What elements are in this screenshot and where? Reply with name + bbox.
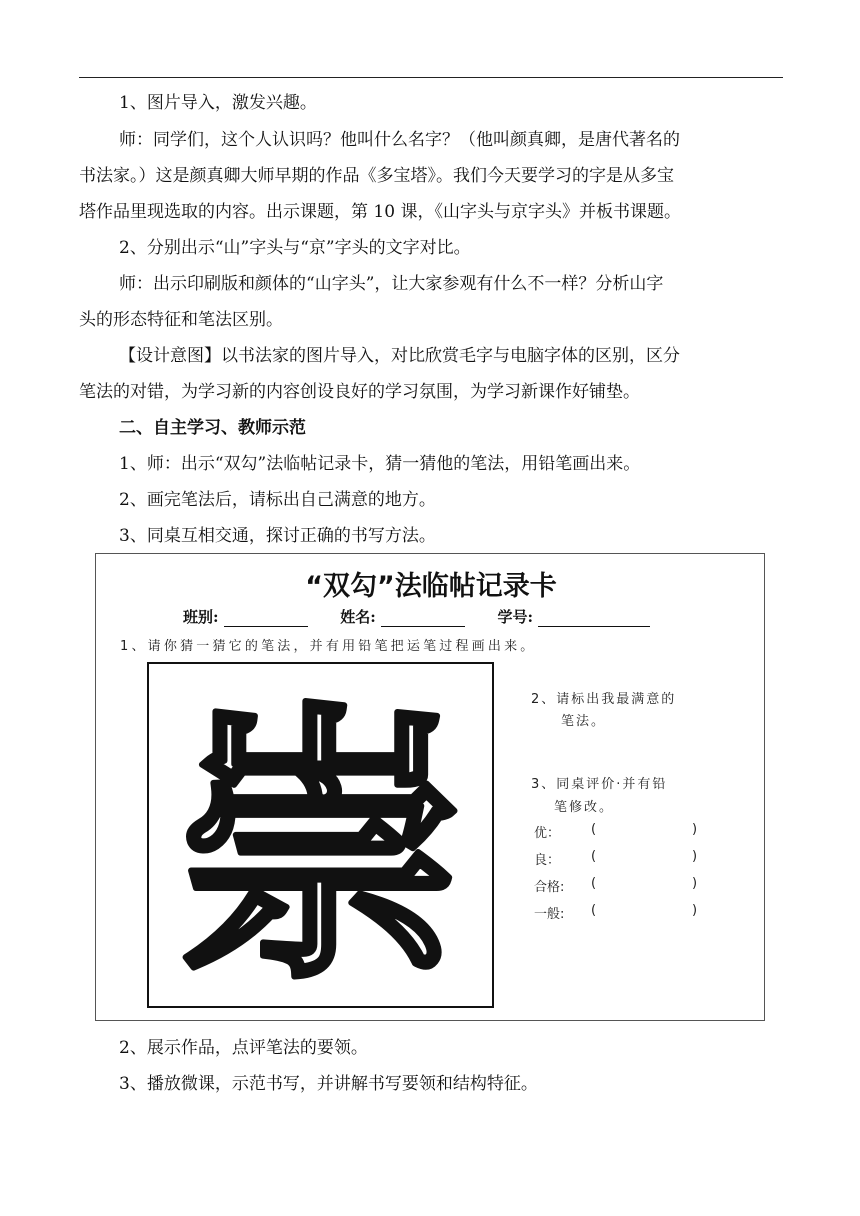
name-label: 姓名: xyxy=(340,608,376,626)
section-heading: 二、自主学习、教师示范 xyxy=(119,418,306,438)
id-field[interactable] xyxy=(538,612,650,627)
paragraph-2b: 书法家。）这是颜真卿大师早期的作品《多宝塔》。我们今天要学习的字是从多宝 xyxy=(79,166,674,186)
record-card xyxy=(95,553,765,1021)
step2-line2: 笔法。 xyxy=(561,714,607,729)
rating-good-label: 良： xyxy=(534,853,561,868)
paragraph-2a: 师：同学们，这个人认识吗？他叫什么名字？（他叫颜真卿，是唐代著名的 xyxy=(119,130,680,150)
paragraph-4b: 头的形态特征和笔法区别。 xyxy=(79,310,283,330)
rating-fair-close: ) xyxy=(692,903,698,918)
step-2: 2、画完笔法后，请标出自己满意的地方。 xyxy=(119,490,436,510)
paragraph-2c: 塔作品里现选取的内容。出示课题，第 10 课，《山字头与京字头》并板书课题。 xyxy=(79,202,681,222)
header-rule xyxy=(79,77,783,78)
rating-good-open: ( xyxy=(591,849,597,864)
after-step-3: 3、播放微课，示范书写，并讲解书写要领和结构特征。 xyxy=(119,1074,538,1094)
class-label: 班别: xyxy=(183,608,219,626)
step3-line1: 3、同桌评价·并有铅 xyxy=(531,777,668,792)
outlined-character xyxy=(149,664,492,1006)
rating-pass-label: 合格: xyxy=(534,880,565,895)
rating-pass-close: ) xyxy=(692,876,698,891)
name-field[interactable] xyxy=(381,612,465,627)
character-glyph: 崇 xyxy=(175,681,465,1006)
character-box xyxy=(147,662,494,1008)
step-3: 3、同桌互相交通，探讨正确的书写方法。 xyxy=(119,526,436,546)
class-field[interactable] xyxy=(224,612,308,627)
paragraph-3: 2、分别出示“山”字头与“京”字头的文字对比。 xyxy=(119,238,471,258)
rating-good-close: ) xyxy=(692,849,698,864)
rating-fair-label: 一般: xyxy=(534,907,565,922)
step2-line1: 2、请标出我最满意的 xyxy=(531,692,677,707)
card-instruction: 1、请你猜一猜它的笔法，并有用铅笔把运笔过程画出来。 xyxy=(120,639,537,654)
id-label: 学号: xyxy=(497,608,534,626)
step3-line2: 笔修改。 xyxy=(554,800,615,815)
design-intent-b: 笔法的对错，为学习新的内容创设良好的学习氛围，为学习新课作好铺垫。 xyxy=(79,382,640,402)
rating-fair-open: ( xyxy=(591,903,597,918)
paragraph-1: 1、图片导入，激发兴趣。 xyxy=(119,93,317,113)
rating-excellent-close: ) xyxy=(692,822,698,837)
paragraph-4a: 师：出示印刷版和颜体的“山字头”，让大家参观有什么不一样？分析山字 xyxy=(119,274,664,294)
design-intent-a: 【设计意图】以书法家的图片导入，对比欣赏毛字与电脑字体的区别，区分 xyxy=(119,346,680,366)
rating-excellent-label: 优： xyxy=(534,826,561,841)
card-fields xyxy=(183,606,650,627)
card-title: “双勾”法临帖记录卡 xyxy=(305,571,557,602)
rating-excellent-open: ( xyxy=(591,822,597,837)
step-1: 1、师：出示“双勾”法临帖记录卡，猜一猜他的笔法，用铅笔画出来。 xyxy=(119,454,641,474)
after-step-2: 2、展示作品，点评笔法的要领。 xyxy=(119,1038,368,1058)
rating-pass-open: ( xyxy=(591,876,597,891)
